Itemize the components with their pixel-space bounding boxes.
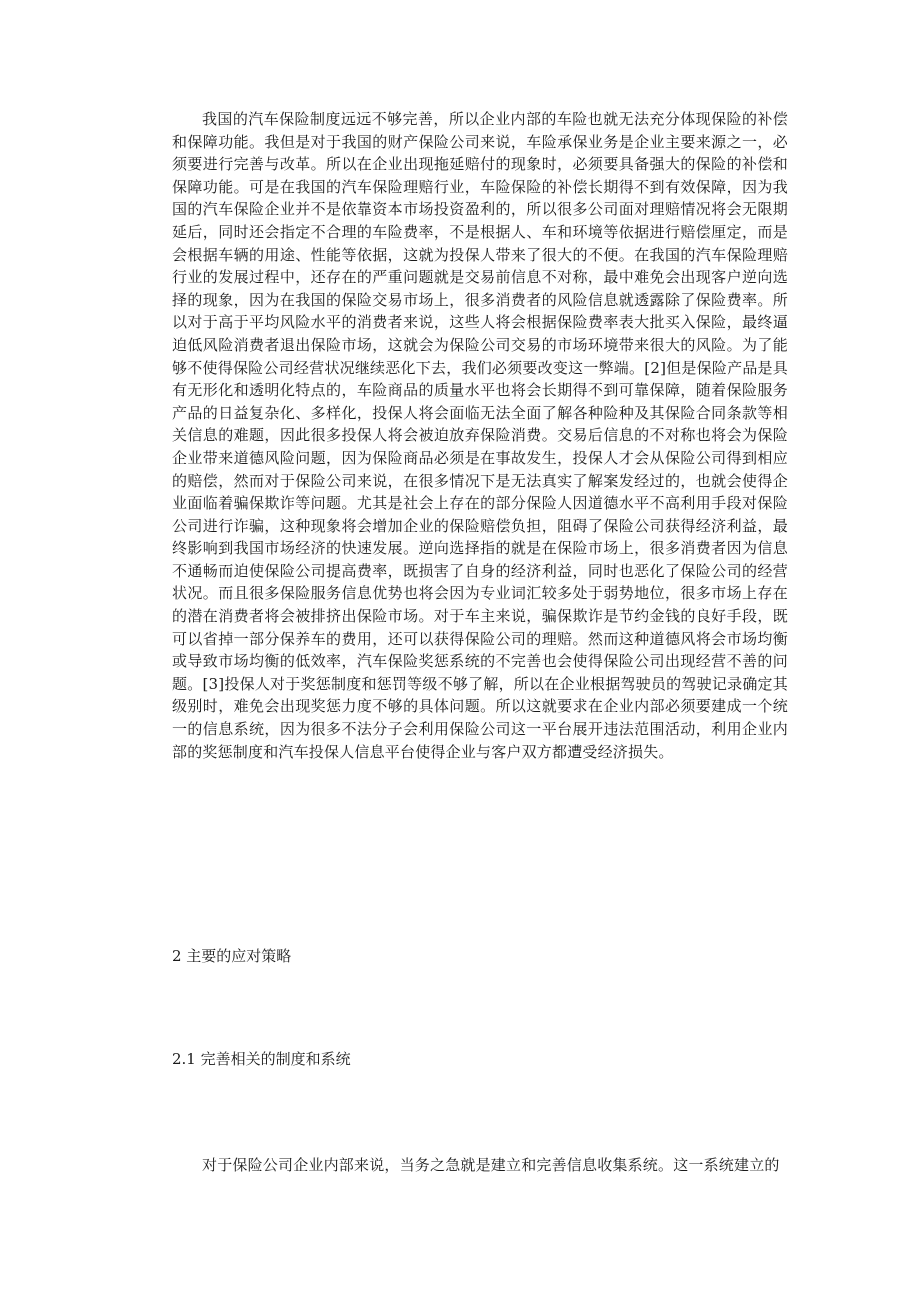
section-heading: 2 主要的应对策略 (172, 947, 292, 965)
subsection-heading: 2.1 完善相关的制度和系统 (172, 1050, 351, 1068)
body-paragraph-continued: 对于保险公司企业内部来说，当务之急就是建立和完善信息收集系统。这一系统建立的 (202, 1156, 780, 1174)
body-paragraph: 我国的汽车保险制度远远不够完善，所以企业内部的车险也就无法充分体现保险的补偿和保障功能。我但是对于我国的财产保险公司来说，车险承保业务是企业主要来源之一，必须要进行完善与改革。所以在企业出现拖延赔付的现象时，必须要具备强大的保险的补偿和保障功能。可是在我国的汽车保险理赔行业，车险保险的补偿长期得不到有效保障，因为我国的汽车保险企业并不是依靠资本市场投资盈利的，所以很多公司面对理赔情况将会无限期延后，同时还会指定不合理的车险费率，不是根据人、车和环境等依据进行赔偿厘定，而是会根据车辆的用途、性能等依据，这就为投保人带来了很大的不便。在我国的汽车保险理赔行业的发展过程中，还存在的严重问题就是交易前信息不对称，最中难免会出现客户逆向选择的现象，因为在我国的保险交易市场上，很多消费者的风险信息就透露除了保险费率。所以对于高于平均风险水平的消费者来说，这些人将会根据保险费率表大批买入保险，最终逼迫低风险消费者退出保险市场，这就会为保险公司交易的市场环境带来很大的风险。为了能够不使得保险公司经营状况继续恶化下去，我们必须要改变这一弊端。[2]但是保险产品是具有无形化和透明化特点的，车险商品的质量水平也将会长期得不到可靠保障，随着保险服务产品的日益复杂化、多样化，投保人将会面临无法全面了解各种险种及其保险合同条款等相关信息的难题，因此很多投保人将会被迫放弃保险消费。交易后信息的不对称也将会为保险企业带来道德风险问题，因为保险商品必须是在事故发生，投保人才会从保险公司得到相应的赔偿，然而对于保险公司来说，在很多情况下是无法真实了解案发经过的，也就会使得企业面临着骗保欺诈等问题。尤其是社会上存在的部分保险人因道德水平不高利用手段对保险公司进行诈骗，这种现象将会增加企业的保险赔偿负担，阻碍了保险公司获得经济利益，最终影响到我国市场经济的快速发展。逆向选择指的就是在保险市场上，很多消费者因为信息不通畅而迫使保险公司提高费率，既损害了自身的经济利益，同时也恶化了保险公司的经营状况。而且很多保险服务信息优势也将会因为专业词汇较多处于弱势地位，很多市场上存在的潜在消费者将会被排挤出保险市场。对于车主来说，骗保欺诈是节约金钱的良好手段，既可以省掉一部分保养车的费用，还可以获得保险公司的理赔。然而这种道德风将会市场均衡或导致市场均衡的低效率，汽车保险奖惩系统的不完善也会使得保险公司出现经营不善的问题。[3]投保人对于奖惩制度和惩罚等级不够了解，所以在企业根据驾驶员的驾驶记录确定其级别时，难免会出现奖惩力度不够的具体问题。所以这就要求在企业内部必须要建成一个统一的信息系统，因为很多不法分子会利用保险公司这一平台展开违法范围活动，利用企业内部的奖惩制度和汽车投保人信息平台使得企业与客户双方都遭受经济损失。 (172, 110, 788, 761)
